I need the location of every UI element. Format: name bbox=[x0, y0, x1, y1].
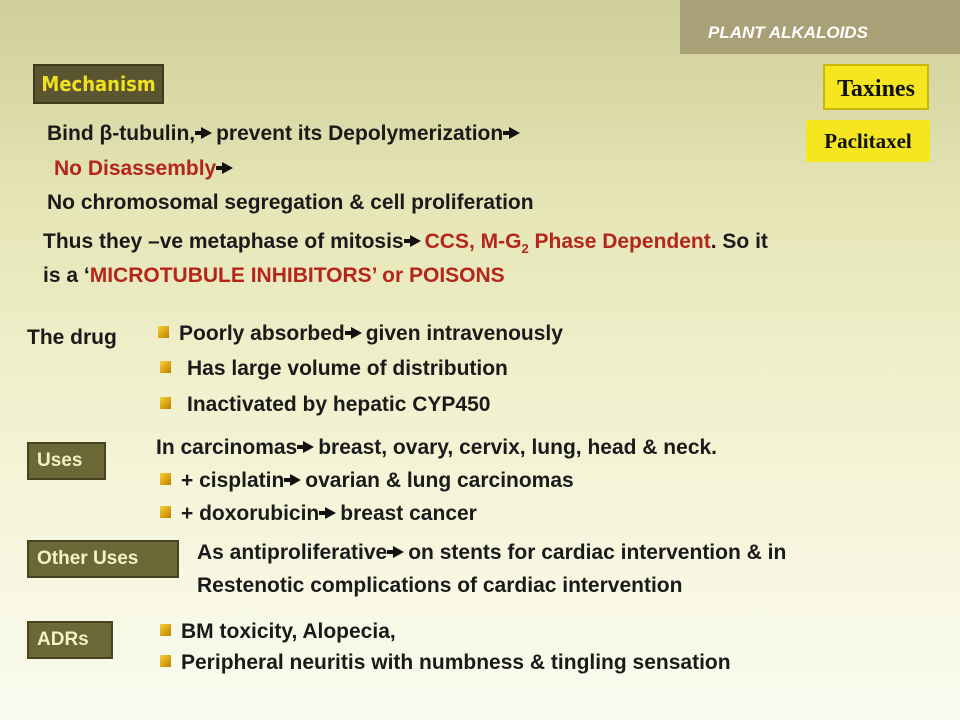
uses-item-1-a: + cisplatin bbox=[181, 469, 285, 492]
adrs-item-2 bbox=[160, 651, 731, 675]
paclitaxel-label: Paclitaxel bbox=[806, 120, 930, 162]
adrs-label: ADRs bbox=[27, 621, 113, 659]
adrs-item-1 bbox=[160, 620, 396, 644]
mechanism-line-4 bbox=[43, 230, 768, 256]
other-uses-line-1 bbox=[197, 541, 786, 565]
bullet-icon bbox=[160, 397, 171, 409]
uses-line-1-b: breast, ovary, cervix, lung, head & neck. bbox=[318, 436, 718, 459]
mechanism-line-4-a: Thus they –ve metaphase of mitosis bbox=[43, 230, 404, 253]
drug-item-2-text: Has large volume of distribution bbox=[187, 357, 508, 380]
arrow-icon bbox=[351, 327, 362, 339]
bullet-icon bbox=[158, 326, 169, 338]
other-uses-label: Other Uses bbox=[27, 540, 179, 578]
arrow-icon bbox=[509, 127, 520, 139]
uses-item-2-a: + doxorubicin bbox=[181, 502, 320, 525]
bullet-icon bbox=[160, 655, 171, 667]
arrow-icon bbox=[201, 127, 212, 139]
other-uses-line-1-b: on stents for cardiac intervention & in bbox=[408, 541, 787, 564]
drug-item-2 bbox=[160, 357, 508, 381]
adrs-item-2-text: Peripheral neuritis with numbness & tingling sensation bbox=[181, 651, 731, 674]
bullet-icon bbox=[160, 506, 171, 518]
drug-item-1 bbox=[158, 322, 563, 346]
arrow-icon bbox=[410, 235, 421, 247]
ccs-mg-text: CCS, M-G bbox=[424, 230, 522, 253]
section-title-tag: PLANT ALKALOIDS bbox=[680, 0, 960, 54]
drug-item-3-text: Inactivated by hepatic CYP450 bbox=[187, 393, 491, 416]
mechanism-line-1 bbox=[47, 122, 524, 146]
uses-label: Uses bbox=[27, 442, 106, 480]
phase-subscript: 2 bbox=[521, 241, 529, 257]
uses-item-1 bbox=[160, 469, 574, 493]
drug-item-3 bbox=[160, 393, 490, 417]
drug-item-1-b: given intravenously bbox=[365, 322, 563, 345]
uses-line-1 bbox=[156, 436, 717, 460]
arrow-icon bbox=[393, 546, 404, 558]
other-uses-line-1-a: As antiproliferative bbox=[197, 541, 388, 564]
mechanism-line-1-b: prevent its Depolymerization bbox=[216, 122, 504, 145]
bullet-icon bbox=[160, 473, 171, 485]
ccs-phase-text bbox=[424, 230, 711, 257]
uses-item-2-b: breast cancer bbox=[340, 502, 477, 525]
mechanism-line-2 bbox=[54, 157, 237, 181]
other-uses-line-2: Restenotic complications of cardiac intervention bbox=[197, 574, 683, 597]
bullet-icon bbox=[160, 624, 171, 636]
bullet-icon bbox=[160, 361, 171, 373]
uses-item-2 bbox=[160, 502, 477, 526]
mechanism-line-1-a: Bind β-tubulin, bbox=[47, 122, 196, 145]
mechanism-label: Mechanism bbox=[33, 64, 164, 104]
mechanism-line-4-d: . So it bbox=[710, 230, 768, 253]
drug-item-1-a: Poorly absorbed bbox=[179, 322, 345, 345]
taxines-label: Taxines bbox=[823, 64, 929, 110]
microtubule-inhibitors-text: MICROTUBULE INHIBITORS’ or POISONS bbox=[89, 264, 505, 287]
adrs-item-1-text: BM toxicity, Alopecia, bbox=[181, 620, 396, 643]
no-disassembly-text: No Disassembly bbox=[54, 157, 217, 180]
mechanism-line-5-a: is a ‘ bbox=[43, 264, 90, 287]
mechanism-line-5 bbox=[43, 264, 505, 288]
mechanism-line-3: No chromosomal segregation & cell proliferation bbox=[47, 191, 534, 214]
the-drug-label: The drug bbox=[27, 326, 117, 349]
arrow-icon bbox=[303, 441, 314, 453]
uses-line-1-a: In carcinomas bbox=[156, 436, 298, 459]
arrow-icon bbox=[290, 474, 301, 486]
phase-dependent-text: Phase Dependent bbox=[528, 230, 711, 253]
uses-item-1-b: ovarian & lung carcinomas bbox=[305, 469, 574, 492]
arrow-icon bbox=[222, 162, 233, 174]
arrow-icon bbox=[325, 507, 336, 519]
